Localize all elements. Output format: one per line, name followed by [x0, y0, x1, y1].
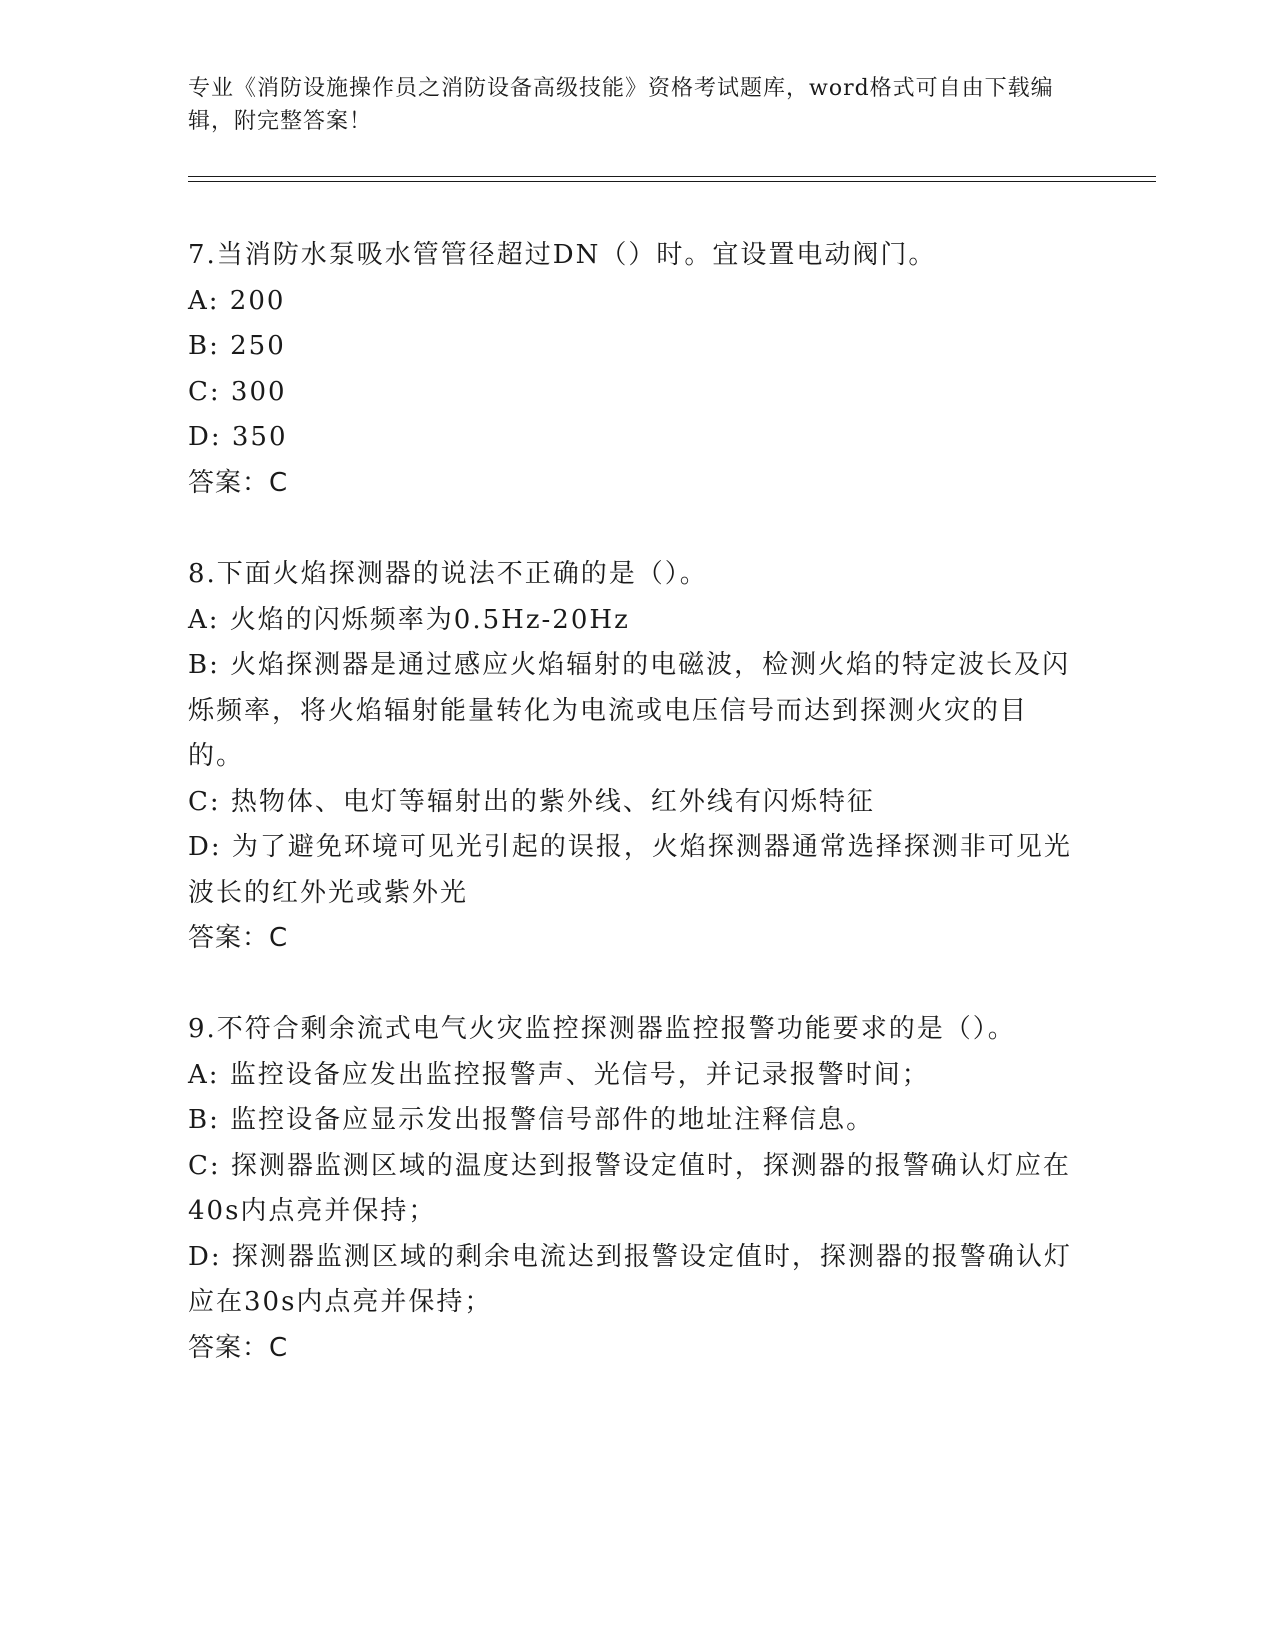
question-9 — [188, 1007, 1078, 1371]
option-c: C: 探测器监测区域的温度达到报警设定值时，探测器的报警确认灯应在40s内点亮并保持； — [188, 1150, 1071, 1226]
header-divider-top — [188, 176, 1156, 177]
option-a: A: 200 — [188, 285, 286, 316]
option-a: A: 火焰的闪烁频率为0.5Hz-20Hz — [188, 604, 630, 635]
option-d: D: 为了避免环境可见光引起的误报，火焰探测器通常选择探测非可见光波长的红外光或紫外光 — [188, 832, 1072, 908]
question-stem: 8.下面火焰探测器的说法不正确的是（）。 — [188, 559, 708, 589]
header-divider-bottom — [188, 181, 1156, 182]
question-8 — [188, 552, 1078, 962]
option-c: C: 热物体、电灯等辐射出的紫外线、红外线有闪烁特征 — [188, 786, 875, 817]
option-b: B: 火焰探测器是通过感应火焰辐射的电磁波，检测火焰的特定波长及闪烁频率，将火焰辐射能量转化为电流或电压信号而达到探测火灾的目的。 — [188, 650, 1071, 771]
question-stem: 7.当消防水泵吸水管管径超过DN（）时。宜设置电动阀门。 — [188, 240, 937, 270]
option-b: B: 250 — [188, 331, 286, 361]
question-stem: 9.不符合剩余流式电气火灾监控探测器监控报警功能要求的是（）。 — [188, 1014, 1016, 1044]
question-7 — [188, 233, 1078, 506]
document-header: 专业《消防设施操作员之消防设备高级技能》资格考试题库，word格式可自由下载编辑，附完整答案！ — [188, 76, 1054, 134]
answer: 答案：C — [188, 467, 289, 498]
option-b: B: 监控设备应显示发出报警信号部件的地址注释信息。 — [188, 1105, 875, 1135]
answer: 答案：C — [188, 923, 289, 953]
option-c: C: 300 — [188, 376, 287, 407]
option-a: A: 监控设备应发出监控报警声、光信号，并记录报警时间； — [188, 1059, 930, 1090]
answer: 答案：C — [188, 1332, 289, 1363]
option-d: D: 350 — [188, 422, 288, 452]
option-d: D: 探测器监测区域的剩余电流达到报警设定值时，探测器的报警确认灯应在30s内点亮并保持； — [188, 1241, 1072, 1317]
